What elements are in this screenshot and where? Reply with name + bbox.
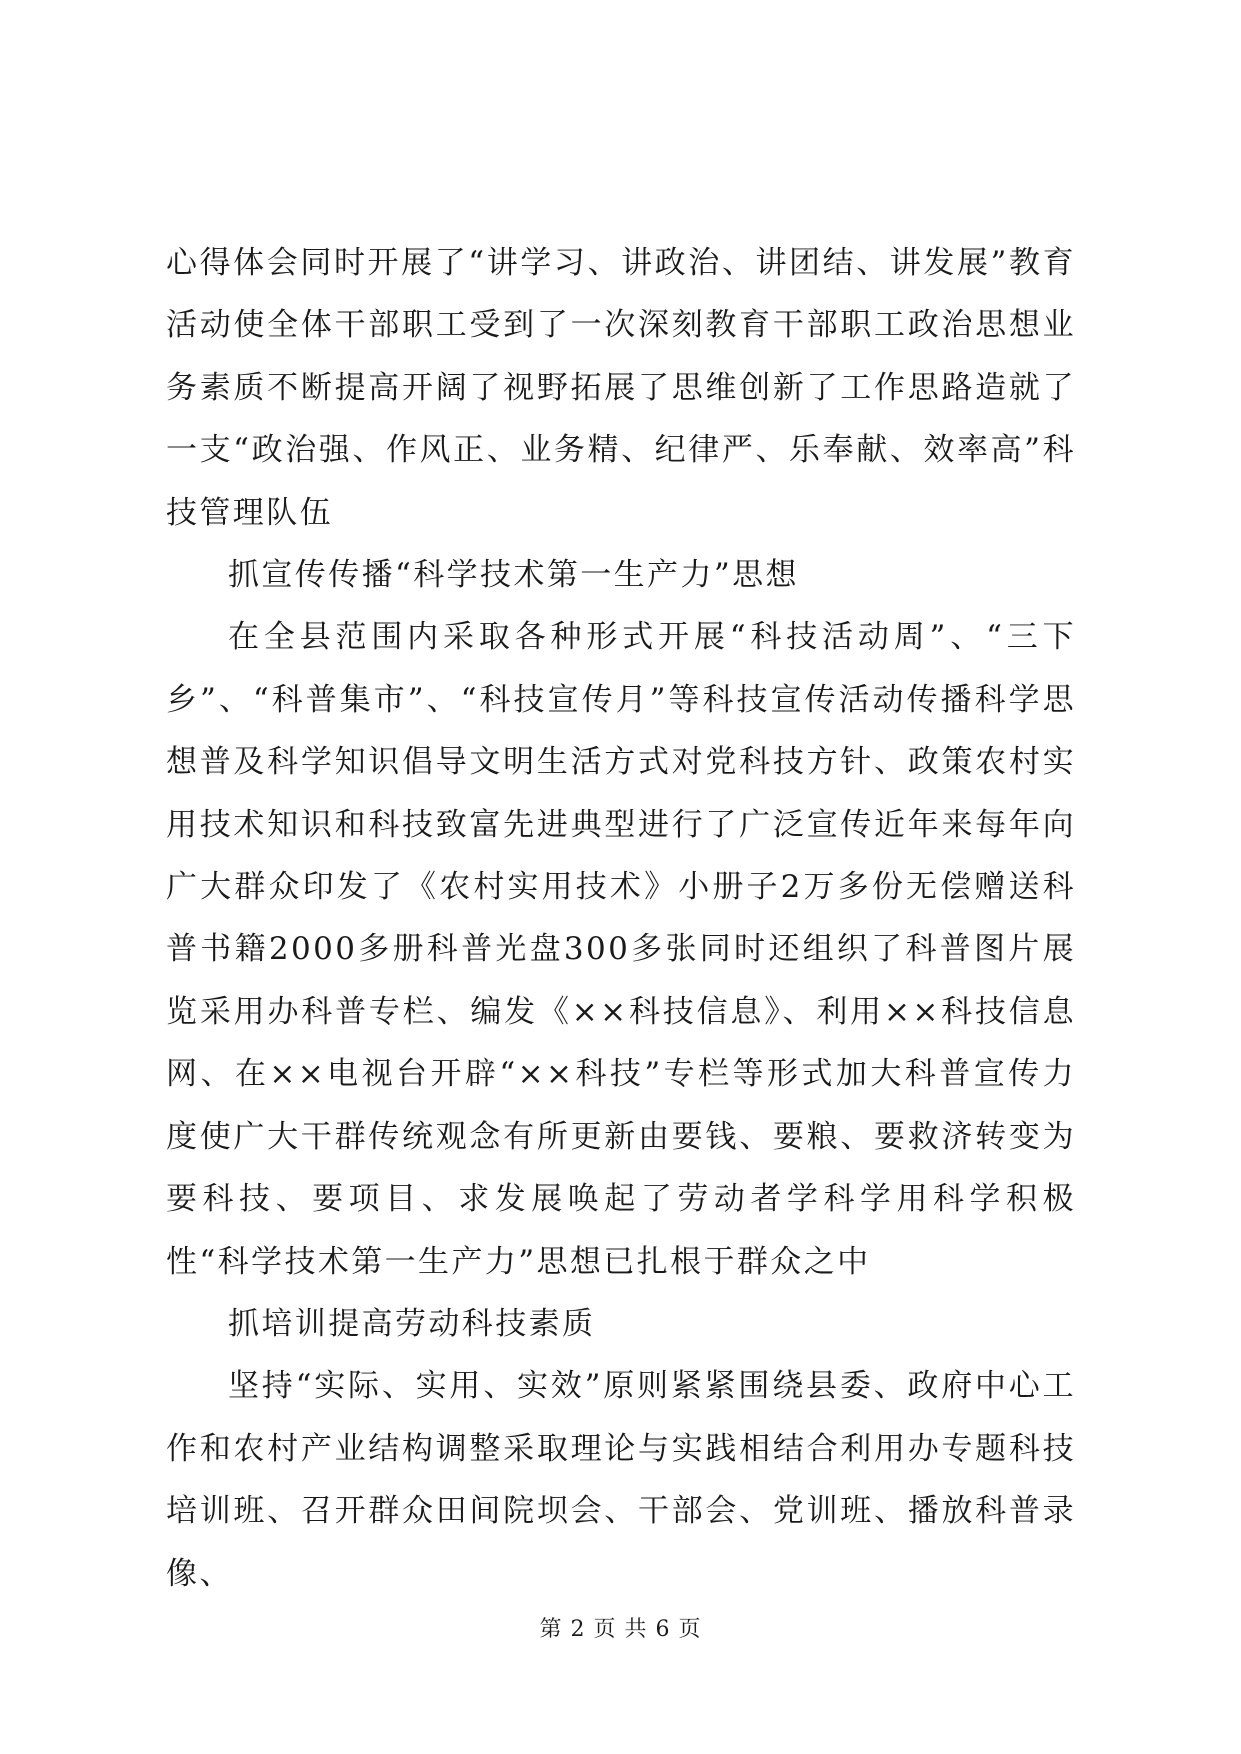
paragraph-training: 坚持“实际、实用、实效”原则紧紧围绕县委、政府中心工作和农村产业结构调整采取理论与实践相结合利用办专题科技培训班、召开群众田间院坝会、干部会、党训班、播放科普录像、 [166,1368,1076,1592]
paragraph-continuation: 心得体会同时开展了“讲学习、讲政治、讲团结、讲发展”教育活动使全体干部职工受到了一次深刻教育干部职工政治思想业务素质不断提高开阔了视野拓展了思维创新了工作思路造就了一支“政治强、作风正、业务精、纪律严、乐奉献、效率高”科技管理队伍 [166,245,1076,531]
section-heading-publicity: 抓宣传传播“科学技术第一生产力”思想 [228,557,799,594]
page-footer: 第 2 页 共 6 页 [539,1617,702,1642]
section-heading-training: 抓培训提高劳动科技素质 [228,1305,596,1342]
document-body [166,232,1076,1605]
paragraph-publicity: 在全县范围内采取各种形式开展“科技活动周”、“三下乡”、“科普集市”、“科技宣传月”等科技宣传活动传播科学思想普及科学知识倡导文明生活方式对党科技方针、政策农村实用技术知识和科技致富先进典型进行了广泛宣传近年来每年向广大群众印发了《农村实用技术》小册子2万多份无偿赠送科普书籍2000多册科普光盘300多张同时还组织了科普图片展览采用办科普专栏、编发《××科技信息》、利用××科技信息网、在××电视台开辟“××科技”专栏等形式加大科普宣传力度使广大干群传统观念有所更新由要钱、要粮、要救济转变为要科技、要项目、求发展唤起了劳动者学科学用科学积极性“科学技术第一生产力”思想已扎根于群众之中 [166,619,1076,1280]
